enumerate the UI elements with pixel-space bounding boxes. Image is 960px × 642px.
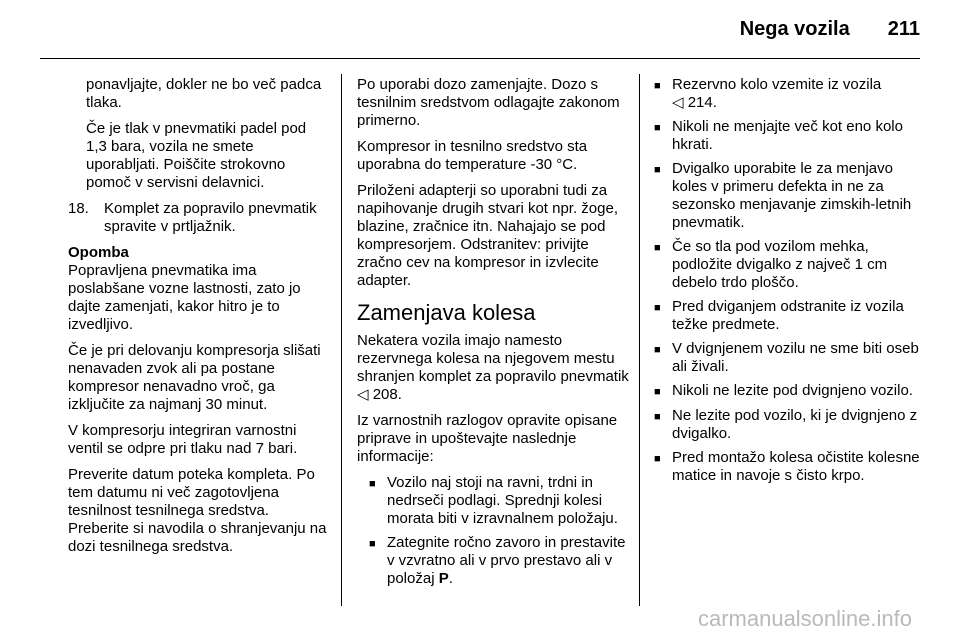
column-divider-1: [341, 74, 342, 606]
note-paragraph: V kompresorju integriran varnostni ventil se odpre pri tlaku nad 7 bari.: [68, 422, 298, 457]
page-number: 211: [887, 18, 920, 40]
bullet-icon: ■: [654, 344, 661, 356]
bullet-icon: ■: [654, 80, 661, 92]
list-item-text: Dvigalko uporabite le za menjavo koles v primeru defekta in ne za sezonsko menjavanje zimskih-letnih pnevmatik.: [672, 160, 912, 231]
paragraph-text: Nekatera vozila imajo namesto rezervnega kolesa na njegovem mestu shranjen komplet za popravilo pnevmatik: [357, 332, 629, 385]
list-item-text: Vozilo naj stoji na ravni, trdni in nedrseči podlagi. Sprednji kolesi morata biti v izravnalnem položaju.: [387, 474, 618, 527]
list-item: [357, 534, 629, 588]
list-item-text: Zategnite ročno zavoro in prestavite v vzvratno ali v prvo prestavo ali v položaj P.: [387, 534, 626, 587]
bullet-icon: ■: [654, 122, 661, 134]
note-paragraph: Preverite datum poteka kompleta. Po tem datumu ni več zagotovljena tesnilnost tesnilnega sredstva. Preberite si navodila o shranjevanju na dozi tesnilnega sredstva.: [68, 466, 327, 555]
bullet-icon: ■: [369, 538, 376, 550]
page-ref[interactable]: 214.: [687, 94, 717, 111]
header-rule: [40, 58, 920, 59]
list-item: [654, 407, 926, 443]
column-1: [68, 76, 330, 564]
section-heading: Zamenjava kolesa: [357, 300, 536, 325]
bullet-icon: ■: [369, 478, 376, 490]
bullet-icon: ■: [654, 411, 661, 423]
list-item: [654, 160, 926, 232]
list-item: [357, 474, 629, 528]
list-item: [654, 118, 926, 154]
list-item-text: Če so tla pod vozilom mehka, podložite dvigalko z največ 1 cm debelo trdo ploščo.: [672, 238, 888, 291]
numbered-item-18: [68, 200, 330, 236]
section-title: Nega vozila: [739, 18, 850, 40]
list-item-text: Rezervno kolo vzemite iz vozila ◁ 214.: [672, 76, 882, 111]
paragraph: [357, 332, 629, 404]
bullet-icon: ■: [654, 386, 661, 398]
item-text: Komplet za popravilo pnevmatik spravite v prtljažnik.: [104, 200, 317, 235]
list-item: [654, 238, 926, 292]
page-header: [740, 18, 920, 41]
bullet-icon: ■: [654, 453, 661, 465]
list-item: [654, 340, 926, 376]
note-paragraph: Če je pri delovanju kompresorja slišati nenavaden zvok ali pa postane kompresor nenavadno vroč, ga izključite za najmanj 30 minut.: [68, 342, 321, 413]
bullet-icon: ■: [654, 302, 661, 314]
list-item: [654, 449, 926, 485]
paragraph: Priloženi adapterji so uporabni tudi za napihovanje drugih stvari kot npr. žoge, blazine, zračnice itn. Nahajajo se pod kompresorjem. Odstranitev: privijte zračno cev na kompresor in izvlecite adapter.: [357, 182, 618, 289]
watermark: carmanualsonline.info: [697, 606, 912, 631]
list-item-text: Pred montažo kolesa očistite kolesne matice in navoje s čisto krpo.: [672, 449, 920, 484]
list-item: [654, 76, 926, 112]
list-item-text: V dvignjenem vozilu ne sme biti oseb ali živali.: [672, 340, 919, 375]
gear-position-p: P: [438, 570, 449, 587]
item-number: 18.: [68, 200, 89, 217]
note-title: Opomba: [68, 244, 129, 261]
column-2: [357, 76, 629, 594]
list-item-text: Pred dviganjem odstranite iz vozila težke predmete.: [672, 298, 904, 333]
list-item-text: Nikoli ne menjajte več kot eno kolo hkrati.: [672, 118, 903, 153]
list-item: [654, 298, 926, 334]
bullet-icon: ■: [654, 164, 661, 176]
ref-arrow-icon: ◁: [672, 94, 684, 111]
paragraph: Iz varnostnih razlogov opravite opisane priprave in upoštevajte naslednje informacije:: [357, 412, 618, 465]
page-ref[interactable]: 208.: [372, 386, 402, 403]
column-divider-2: [639, 74, 640, 606]
list-item-text: Nikoli ne lezite pod dvignjeno vozilo.: [672, 382, 913, 399]
column-3: [654, 76, 926, 491]
list-item: [654, 382, 926, 401]
paragraph: Kompresor in tesnilno sredstvo sta uporabna do temperature -30 °C.: [357, 138, 588, 173]
paragraph: ponavljajte, dokler ne bo več padca tlaka.: [86, 76, 322, 111]
paragraph: Po uporabi dozo zamenjajte. Dozo s tesnilnim sredstvom odlagajte zakonom primerno.: [357, 76, 620, 129]
bullet-icon: ■: [654, 242, 661, 254]
note-paragraph: Popravljena pnevmatika ima poslabšane vozne lastnosti, zato jo dajte zamenjati, kakor hitro je to izvedljivo.: [68, 262, 301, 333]
list-item-text: Ne lezite pod vozilo, ki je dvignjeno z dvigalko.: [672, 407, 918, 442]
ref-arrow-icon: ◁: [357, 386, 369, 403]
paragraph: Če je tlak v pnevmatiki padel pod 1,3 bara, vozila ne smete uporabljati. Poiščite strokovno pomoč v servisni delavnici.: [86, 120, 307, 191]
